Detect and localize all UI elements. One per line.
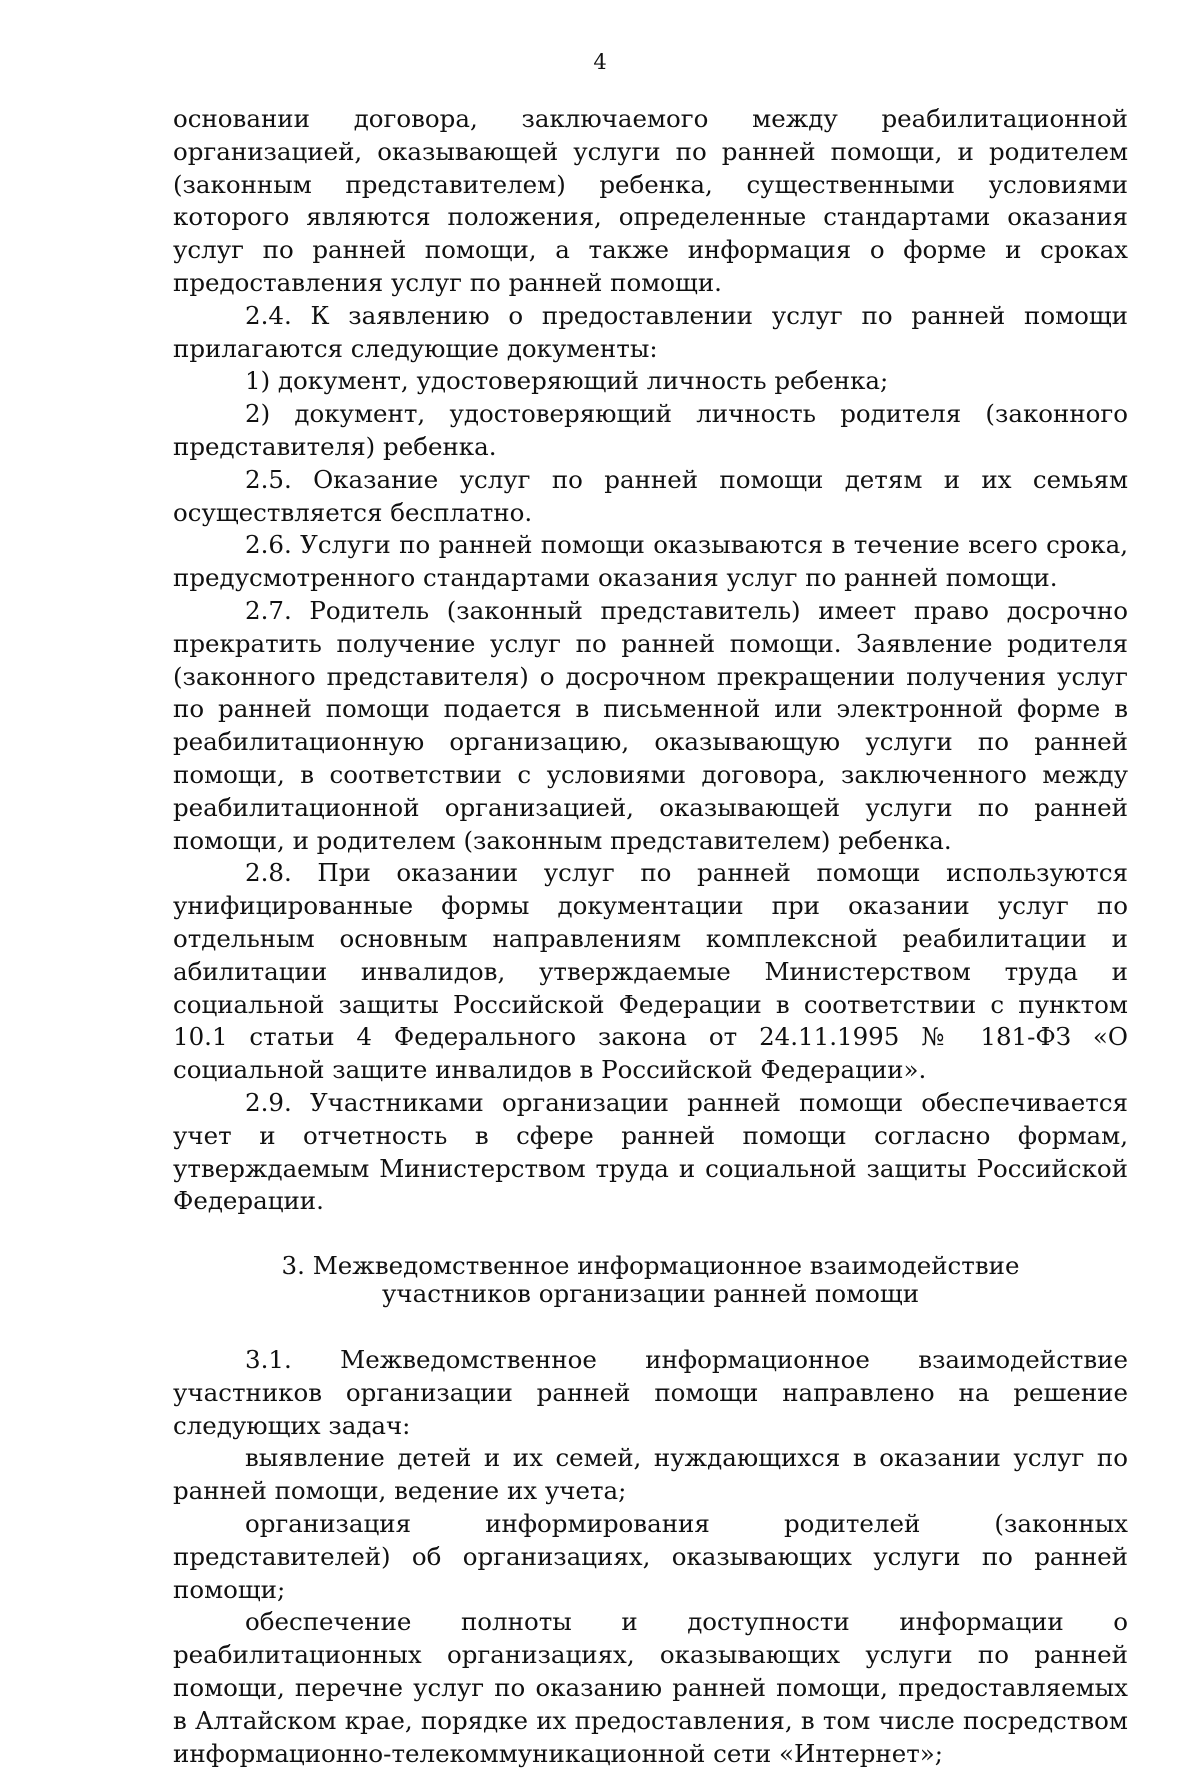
page-number: 4 [593, 50, 607, 74]
paragraph-2-5: 2.5. Оказание услуг по ранней помощи детям и их семьям осуществляется бесплатно. [173, 464, 1128, 527]
list-item-2: 2) документ, удостоверяющий личность родителя (законного представителя) ребенка. [173, 399, 1128, 461]
paragraph-2-6: 2.6. Услуги по ранней помощи оказываются в течение всего срока, предусмотренного стандартами оказания услуг по ранней помощи. [173, 530, 1128, 593]
section-heading-line-2: участников организации ранней помощи [381, 1279, 920, 1309]
task-item: организация информирования родителей (законных представителей) об организациях, оказывающих услуги по ранней помощи; [173, 1509, 1128, 1604]
section-heading-line-1: 3. Межведомственное информационное взаимодействие [281, 1251, 1020, 1281]
paragraph-2-7: 2.7. Родитель (законный представитель) имеет право досрочно прекратить получение услуг по ранней помощи. Заявление родителя (законного представителя) о досрочном прекращении получения услуг по ранней помощи подается в письменной или электронной форме в реабилитационную организацию, оказывающую услуги по ранней помощи, в соответствии с условиями договора, заключенного между реабилитационной организацией, оказывающей услуги по ранней помощи, и родителем (законным представителем) ребенка. [173, 595, 1128, 855]
paragraph-2-4: 2.4. К заявлению о предоставлении услуг по ранней помощи прилагаются следующие документы: [173, 300, 1128, 363]
document-body [173, 103, 1128, 1770]
paragraph-2-8: 2.8. При оказании услуг по ранней помощи используются унифицированные формы документации при оказании услуг по отдельным основным направлениям комплексной реабилитации и абилитации инвалидов, утверждаемые Министерством труда и социальной защиты Российской Федерации в соответствии с пунктом 10.1 статьи 4 Федерального закона от 24.11.1995 № 181-ФЗ «О социальной защите инвалидов в Российской Федерации». [173, 858, 1128, 1085]
list-item-1: 1) документ, удостоверяющий личность ребенка; [245, 366, 889, 396]
section-heading [173, 1252, 1128, 1308]
task-item: выявление детей и их семей, нуждающихся в оказании услуг по ранней помощи, ведение их учета; [173, 1443, 1128, 1506]
task-item: обеспечение полноты и доступности информации о реабилитационных организациях, оказывающих услуги по ранней помощи, перечне услуг по оказанию ранней помощи, предоставляемых в Алтайском крае, порядке их предоставления, в том числе посредством информационно-телекоммуникационной сети «Интернет»; [173, 1607, 1128, 1768]
paragraph: основании договора, заключаемого между реабилитационной организацией, оказывающей услуги по ранней помощи, и родителем (законным представителем) ребенка, существенными условиями которого являются положения, определенные стандартами оказания услуг по ранней помощи, а также информация о форме и сроках предоставления услуг по ранней помощи. [173, 104, 1128, 297]
paragraph-2-9: 2.9. Участниками организации ранней помощи обеспечивается учет и отчетность в сфере ранней помощи согласно формам, утверждаемым Министерством труда и социальной защиты Российской Федерации. [173, 1087, 1128, 1216]
paragraph-3-1: 3.1. Межведомственное информационное взаимодействие участников организации ранней помощи направлено на решение следующих задач: [173, 1345, 1128, 1440]
